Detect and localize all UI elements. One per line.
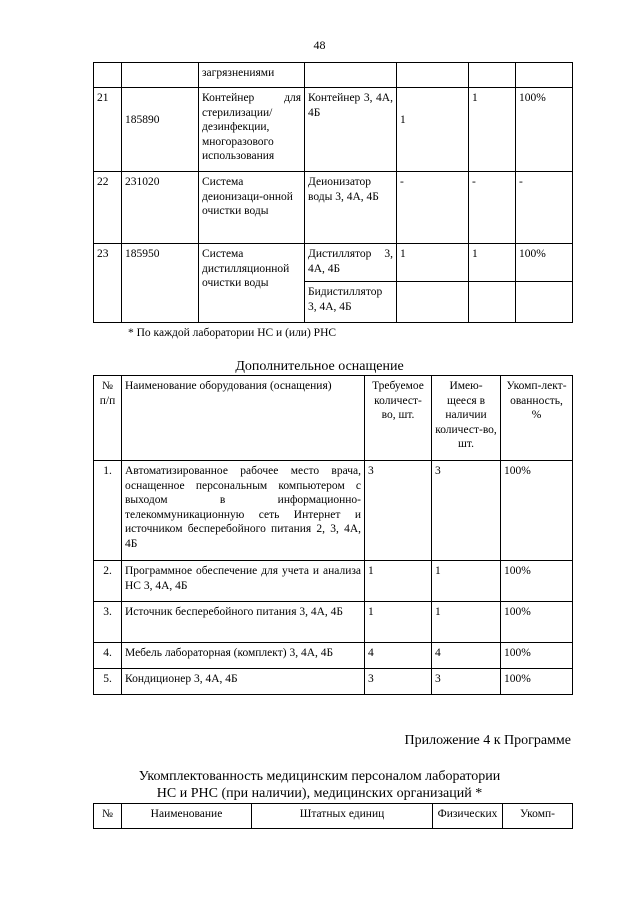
row-spec xyxy=(305,63,397,88)
row-spec: Контейнер 3, 4А, 4Б xyxy=(305,88,397,172)
row-value: 1 xyxy=(469,88,516,172)
row-available: 3 xyxy=(432,669,501,695)
row-num: 4. xyxy=(94,643,122,669)
row-name: Система дистилляционной очистки воды xyxy=(199,244,305,323)
row-name: Источник бесперебойного питания 3, 4А, 4Б xyxy=(122,602,365,643)
header-available: Имею-щееся в наличии количест-во, шт. xyxy=(432,376,501,461)
row-available: 1 xyxy=(432,561,501,602)
row-name: Программное обеспечение для учета и анализа НС 3, 4А, 4Б xyxy=(122,561,365,602)
row-name: Мебель лабораторная (комплект) 3, 4А, 4Б xyxy=(122,643,365,669)
row-name: загрязнениями xyxy=(199,63,305,88)
table-row xyxy=(94,172,573,244)
row-name: Контейнер для стерилизации/ дезинфекции, многоразового использования xyxy=(199,88,305,172)
row-value: - xyxy=(469,172,516,244)
row-available: 3 xyxy=(432,461,501,561)
row-code xyxy=(122,63,199,88)
row-completeness: 100% xyxy=(501,461,573,561)
row-num xyxy=(94,63,122,88)
row-available: 4 xyxy=(432,643,501,669)
header-num: № xyxy=(94,804,122,829)
table-row xyxy=(94,669,573,695)
row-num: 2. xyxy=(94,561,122,602)
row-value: - xyxy=(516,172,573,244)
row-spec: Дистиллятор 3, 4А, 4Б xyxy=(305,244,397,282)
header-physical: Физических xyxy=(433,804,503,829)
table-row xyxy=(94,561,573,602)
row-num: 1. xyxy=(94,461,122,561)
row-value xyxy=(516,282,573,323)
row-value xyxy=(397,88,469,172)
header-name: Наименование xyxy=(122,804,252,829)
row-value-text: 1 xyxy=(400,114,406,126)
row-required: 1 xyxy=(365,602,432,643)
row-value: - xyxy=(397,172,469,244)
row-code: 185950 xyxy=(122,244,199,323)
equipment-table xyxy=(93,62,573,323)
row-num: 22 xyxy=(94,172,122,244)
staff-title-line: НС и РНС (при наличии), медицинских организаций * xyxy=(156,786,483,801)
row-required: 3 xyxy=(365,669,432,695)
table-header-row xyxy=(94,376,573,461)
table-row xyxy=(94,88,573,172)
row-value xyxy=(516,63,573,88)
additional-equipment-table xyxy=(93,375,573,695)
row-num: 3. xyxy=(94,602,122,643)
table-row xyxy=(94,602,573,643)
staff-section-title xyxy=(0,768,639,802)
header-completeness: Укомп-лект-ованность, % xyxy=(501,376,573,461)
row-name: Автоматизированное рабочее место врача, оснащенное персональным компьютером с выходом в информационно-телекоммуникационную сеть Интернет и источником бесперебойного питания 2, 3, 4А, 4Б xyxy=(122,461,365,561)
page-number: 48 xyxy=(313,38,326,52)
header-num: № п/п xyxy=(94,376,122,461)
row-completeness: 100% xyxy=(501,669,573,695)
row-num: 21 xyxy=(94,88,122,172)
row-completeness: 100% xyxy=(501,602,573,643)
header-name: Наименование оборудования (оснащения) xyxy=(122,376,365,461)
row-completeness: 100% xyxy=(501,643,573,669)
row-value: 1 xyxy=(469,244,516,282)
row-required: 4 xyxy=(365,643,432,669)
table-row xyxy=(94,244,573,282)
header-completeness: Укомп- xyxy=(503,804,573,829)
row-value: 100% xyxy=(516,244,573,282)
row-code: 231020 xyxy=(122,172,199,244)
table-row xyxy=(94,63,573,88)
row-required: 3 xyxy=(365,461,432,561)
staff-table xyxy=(93,803,573,829)
appendix-label: Приложение 4 к Программе xyxy=(404,733,571,748)
table-header-row xyxy=(94,804,573,829)
staff-title-line: Укомплектованность медицинским персоналом лаборатории xyxy=(138,769,501,784)
row-value xyxy=(469,63,516,88)
row-value: 1 xyxy=(397,244,469,282)
row-value xyxy=(469,282,516,323)
row-spec: Деионизатор воды 3, 4А, 4Б xyxy=(305,172,397,244)
row-required: 1 xyxy=(365,561,432,602)
table-row xyxy=(94,643,573,669)
row-code-text: 185890 xyxy=(125,114,160,126)
row-spec: Бидистиллятор 3, 4А, 4Б xyxy=(305,282,397,323)
row-available: 1 xyxy=(432,602,501,643)
header-required: Требуемое количест-во, шт. xyxy=(365,376,432,461)
row-num: 23 xyxy=(94,244,122,323)
row-num: 5. xyxy=(94,669,122,695)
header-staff-units: Штатных единиц xyxy=(252,804,433,829)
row-value xyxy=(397,282,469,323)
row-value: 100% xyxy=(516,88,573,172)
footnote: * По каждой лаборатории НС и (или) РНС xyxy=(128,327,337,339)
row-code xyxy=(122,88,199,172)
row-value xyxy=(397,63,469,88)
row-name: Система деионизаци-онной очистки воды xyxy=(199,172,305,244)
section-title: Дополнительное оснащение xyxy=(235,359,404,374)
row-completeness: 100% xyxy=(501,561,573,602)
table-row xyxy=(94,461,573,561)
row-name: Кондиционер 3, 4А, 4Б xyxy=(122,669,365,695)
